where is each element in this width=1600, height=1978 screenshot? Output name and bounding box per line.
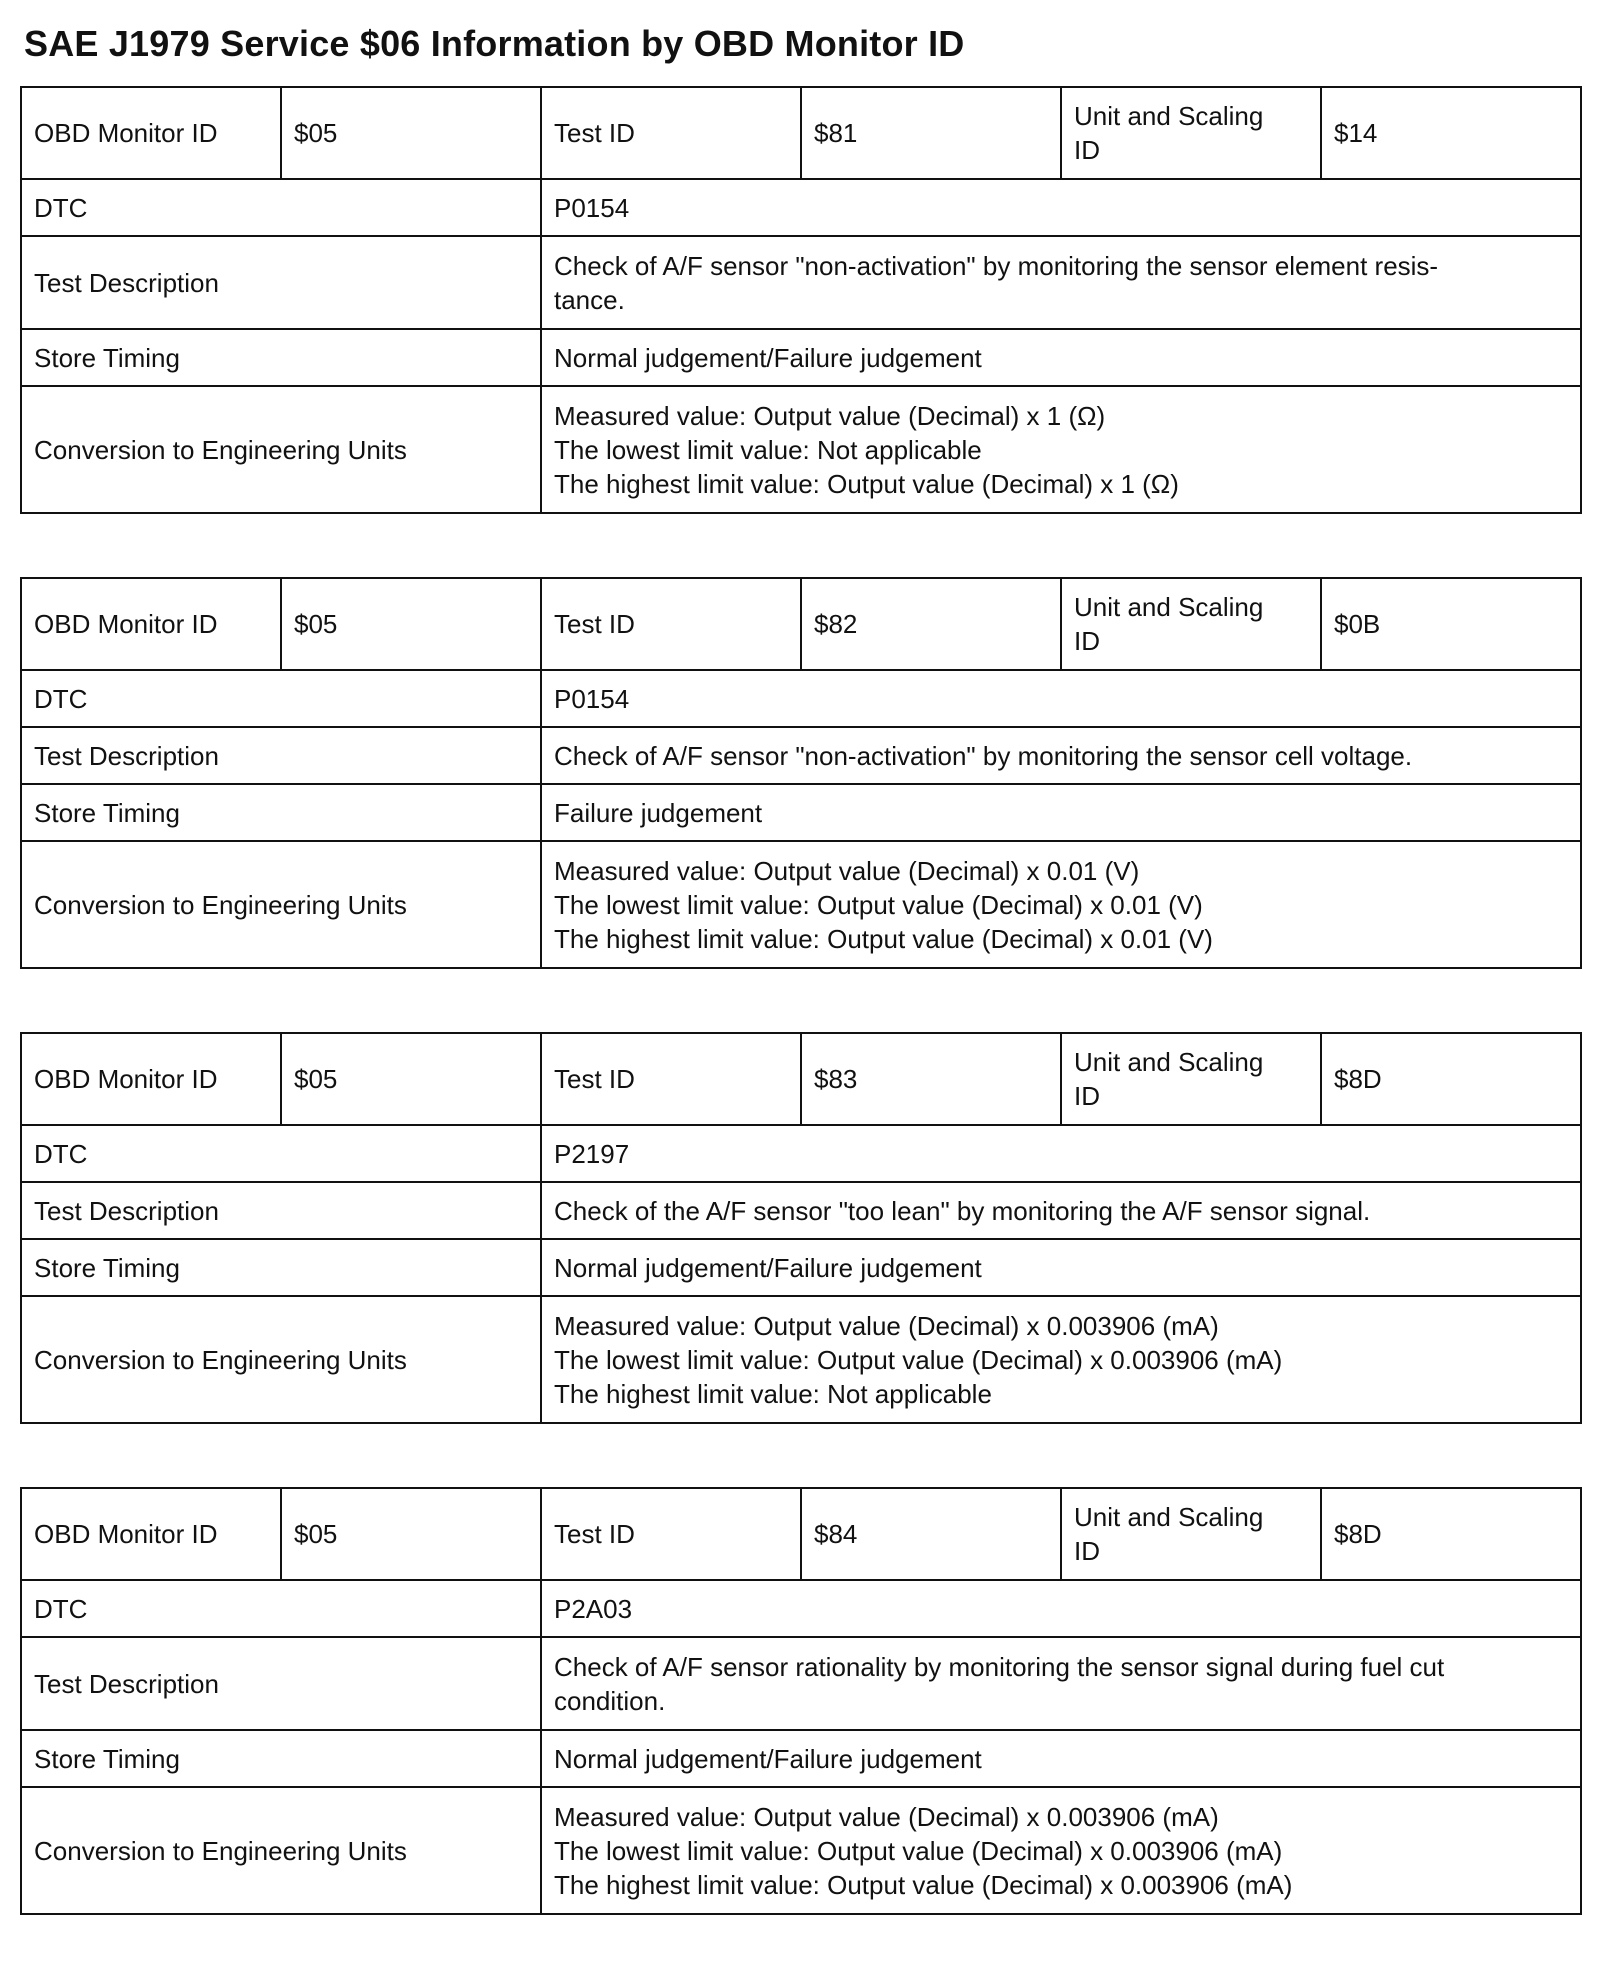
dtc-label: DTC bbox=[21, 1580, 541, 1637]
monitor-table bbox=[20, 86, 1582, 514]
store-timing-label: Store Timing bbox=[21, 329, 541, 386]
conversion-row bbox=[21, 1787, 1581, 1914]
unit-scaling-id-label bbox=[1061, 578, 1321, 670]
conversion-line: The highest limit value: Output value (Decimal) x 1 (Ω) bbox=[554, 468, 1179, 499]
unit-scaling-id-label-line2: ID bbox=[1074, 1536, 1100, 1566]
test-id-label: Test ID bbox=[541, 87, 801, 179]
conversion-value bbox=[541, 1787, 1581, 1914]
dtc-label: DTC bbox=[21, 179, 541, 236]
obd-monitor-id-value: $05 bbox=[281, 87, 541, 179]
unit-scaling-id-label-line1: Unit and Scaling bbox=[1074, 1502, 1264, 1532]
store-timing-value: Normal judgement/Failure judgement bbox=[541, 1730, 1581, 1787]
store-timing-row bbox=[21, 329, 1581, 386]
dtc-value: P2A03 bbox=[541, 1580, 1581, 1637]
conversion-label: Conversion to Engineering Units bbox=[21, 1787, 541, 1914]
test-description-row bbox=[21, 1637, 1581, 1730]
conversion-value bbox=[541, 386, 1581, 513]
obd-monitor-id-value: $05 bbox=[281, 578, 541, 670]
unit-scaling-id-label-line1: Unit and Scaling bbox=[1074, 101, 1264, 131]
header-row bbox=[21, 1033, 1581, 1125]
obd-monitor-id-label: OBD Monitor ID bbox=[21, 1033, 281, 1125]
test-description-value bbox=[541, 1637, 1581, 1730]
conversion-line: The highest limit value: Output value (Decimal) x 0.01 (V) bbox=[554, 923, 1213, 954]
test-description-line: Check of A/F sensor "non-activation" by monitoring the sensor cell voltage. bbox=[554, 740, 1413, 771]
store-timing-value: Normal judgement/Failure judgement bbox=[541, 1239, 1581, 1296]
conversion-row bbox=[21, 841, 1581, 968]
test-id-value: $84 bbox=[801, 1488, 1061, 1580]
conversion-line: The highest limit value: Not applicable bbox=[554, 1378, 992, 1409]
test-description-label: Test Description bbox=[21, 1637, 541, 1730]
test-id-value: $83 bbox=[801, 1033, 1061, 1125]
store-timing-value: Normal judgement/Failure judgement bbox=[541, 329, 1581, 386]
store-timing-value: Failure judgement bbox=[541, 784, 1581, 841]
test-description-row bbox=[21, 727, 1581, 784]
store-timing-label: Store Timing bbox=[21, 1239, 541, 1296]
conversion-line: Measured value: Output value (Decimal) x 0.003906 (mA) bbox=[554, 1801, 1219, 1832]
unit-scaling-id-label bbox=[1061, 1488, 1321, 1580]
dtc-value: P0154 bbox=[541, 670, 1581, 727]
obd-monitor-id-label: OBD Monitor ID bbox=[21, 1488, 281, 1580]
conversion-line: The lowest limit value: Not applicable bbox=[554, 434, 982, 465]
monitor-table bbox=[20, 1487, 1582, 1915]
test-description-row bbox=[21, 1182, 1581, 1239]
conversion-row bbox=[21, 386, 1581, 513]
test-description-line: condition. bbox=[554, 1685, 666, 1716]
header-row bbox=[21, 87, 1581, 179]
test-id-value: $81 bbox=[801, 87, 1061, 179]
unit-scaling-id-label-line2: ID bbox=[1074, 626, 1100, 656]
test-description-line: Check of A/F sensor rationality by monitoring the sensor signal during fuel cut bbox=[554, 1651, 1445, 1682]
test-description-value bbox=[541, 236, 1581, 329]
obd-monitor-id-value: $05 bbox=[281, 1033, 541, 1125]
test-description-value bbox=[541, 1182, 1581, 1239]
unit-scaling-id-value: $8D bbox=[1321, 1033, 1581, 1125]
dtc-label: DTC bbox=[21, 1125, 541, 1182]
obd-monitor-id-value: $05 bbox=[281, 1488, 541, 1580]
monitor-table bbox=[20, 1032, 1582, 1424]
monitor-tables bbox=[20, 86, 1580, 1915]
obd-monitor-id-label: OBD Monitor ID bbox=[21, 578, 281, 670]
unit-scaling-id-value: $8D bbox=[1321, 1488, 1581, 1580]
dtc-value: P0154 bbox=[541, 179, 1581, 236]
test-description-line: Check of the A/F sensor "too lean" by monitoring the A/F sensor signal. bbox=[554, 1195, 1371, 1226]
conversion-line: Measured value: Output value (Decimal) x 0.003906 (mA) bbox=[554, 1310, 1219, 1341]
store-timing-label: Store Timing bbox=[21, 784, 541, 841]
test-description-label: Test Description bbox=[21, 1182, 541, 1239]
unit-scaling-id-label-line1: Unit and Scaling bbox=[1074, 592, 1264, 622]
conversion-value bbox=[541, 841, 1581, 968]
unit-scaling-id-label-line1: Unit and Scaling bbox=[1074, 1047, 1264, 1077]
obd-monitor-id-label: OBD Monitor ID bbox=[21, 87, 281, 179]
dtc-label: DTC bbox=[21, 670, 541, 727]
conversion-label: Conversion to Engineering Units bbox=[21, 841, 541, 968]
test-id-label: Test ID bbox=[541, 1033, 801, 1125]
store-timing-row bbox=[21, 784, 1581, 841]
conversion-line: Measured value: Output value (Decimal) x 1 (Ω) bbox=[554, 400, 1106, 431]
test-description-label: Test Description bbox=[21, 727, 541, 784]
test-id-value: $82 bbox=[801, 578, 1061, 670]
conversion-line: The highest limit value: Output value (Decimal) x 0.003906 (mA) bbox=[554, 1869, 1293, 1900]
test-description-line: tance. bbox=[554, 284, 625, 315]
test-description-row bbox=[21, 236, 1581, 329]
conversion-line: The lowest limit value: Output value (Decimal) x 0.003906 (mA) bbox=[554, 1344, 1283, 1375]
store-timing-row bbox=[21, 1239, 1581, 1296]
unit-scaling-id-value: $14 bbox=[1321, 87, 1581, 179]
conversion-label: Conversion to Engineering Units bbox=[21, 386, 541, 513]
conversion-label: Conversion to Engineering Units bbox=[21, 1296, 541, 1423]
test-description-value bbox=[541, 727, 1581, 784]
unit-scaling-id-label-line2: ID bbox=[1074, 135, 1100, 165]
unit-scaling-id-value: $0B bbox=[1321, 578, 1581, 670]
unit-scaling-id-label bbox=[1061, 87, 1321, 179]
test-description-label: Test Description bbox=[21, 236, 541, 329]
dtc-row bbox=[21, 179, 1581, 236]
conversion-line: The lowest limit value: Output value (Decimal) x 0.003906 (mA) bbox=[554, 1835, 1283, 1866]
unit-scaling-id-label bbox=[1061, 1033, 1321, 1125]
dtc-value: P2197 bbox=[541, 1125, 1581, 1182]
monitor-table bbox=[20, 577, 1582, 969]
page bbox=[20, 22, 1580, 1978]
test-description-line: Check of A/F sensor "non-activation" by monitoring the sensor element resis- bbox=[554, 250, 1439, 281]
store-timing-label: Store Timing bbox=[21, 1730, 541, 1787]
conversion-line: The lowest limit value: Output value (Decimal) x 0.01 (V) bbox=[554, 889, 1203, 920]
test-id-label: Test ID bbox=[541, 1488, 801, 1580]
store-timing-row bbox=[21, 1730, 1581, 1787]
unit-scaling-id-label-line2: ID bbox=[1074, 1081, 1100, 1111]
conversion-row bbox=[21, 1296, 1581, 1423]
dtc-row bbox=[21, 1580, 1581, 1637]
header-row bbox=[21, 578, 1581, 670]
page-title: SAE J1979 Service $06 Information by OBD Monitor ID bbox=[24, 23, 965, 64]
conversion-line: Measured value: Output value (Decimal) x 0.01 (V) bbox=[554, 855, 1140, 886]
test-id-label: Test ID bbox=[541, 578, 801, 670]
dtc-row bbox=[21, 1125, 1581, 1182]
dtc-row bbox=[21, 670, 1581, 727]
conversion-value bbox=[541, 1296, 1581, 1423]
header-row bbox=[21, 1488, 1581, 1580]
